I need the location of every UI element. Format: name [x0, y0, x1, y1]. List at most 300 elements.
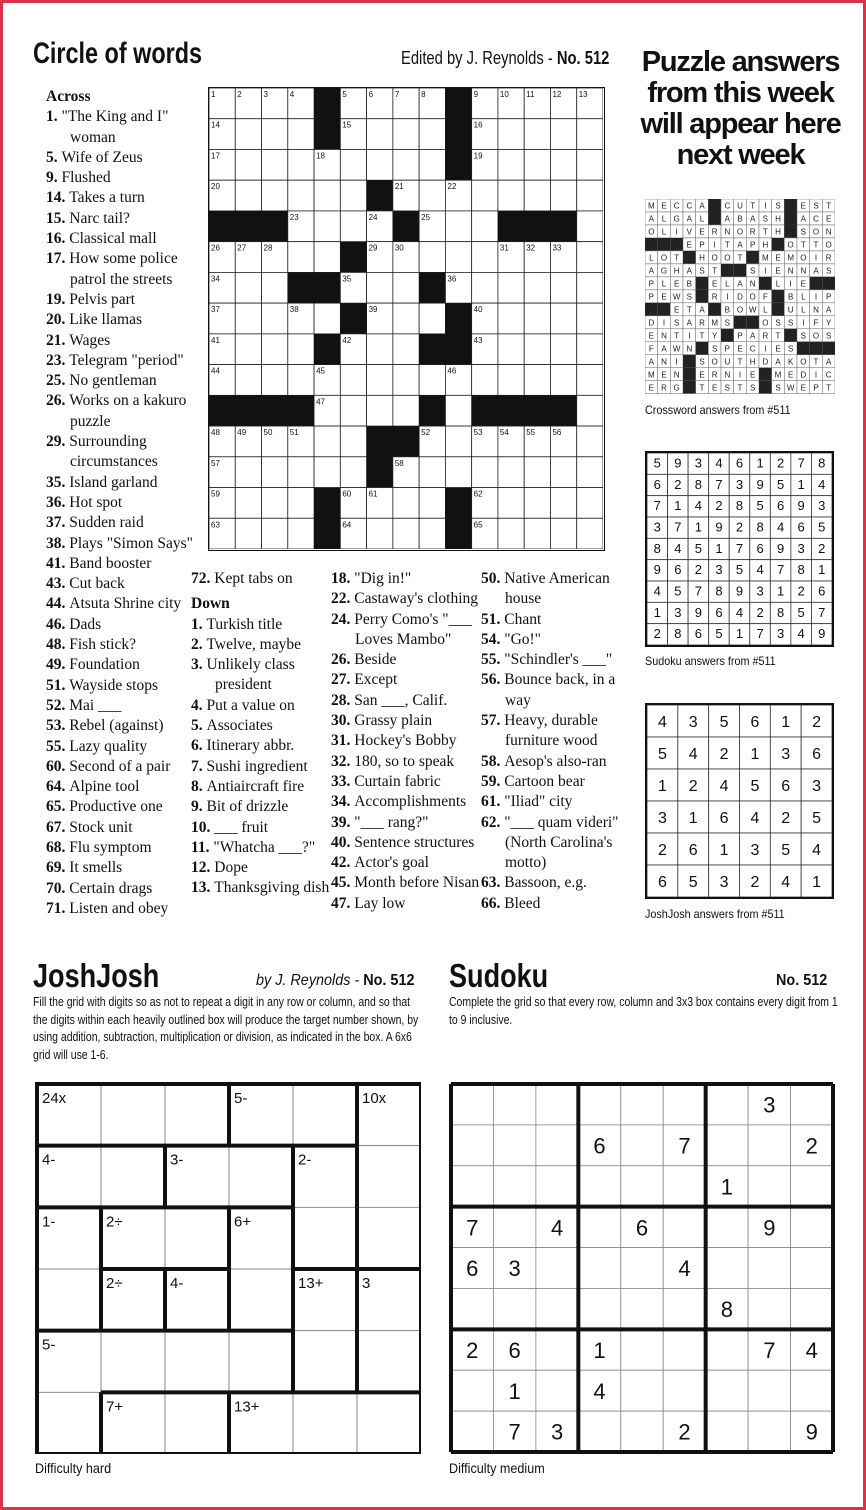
- answer-letter: S: [775, 318, 781, 328]
- crossword-cell[interactable]: [235, 272, 261, 303]
- sudoku-cell[interactable]: [451, 1370, 493, 1411]
- clue-text: No gentleman: [69, 372, 157, 390]
- crossword-cell[interactable]: [393, 518, 419, 549]
- clue-item: [46, 655, 196, 675]
- crossword-cell[interactable]: [393, 272, 419, 303]
- crossword-cell[interactable]: [288, 149, 314, 180]
- crossword-cell[interactable]: [550, 119, 576, 150]
- sudoku-cell[interactable]: [536, 1370, 578, 1411]
- crossword-cell[interactable]: [419, 303, 445, 334]
- clue-text: Month before Nisan: [354, 874, 480, 892]
- answer-digit: 2: [776, 455, 785, 471]
- clue-item: [331, 610, 481, 651]
- clue-item: [46, 838, 196, 858]
- clue-text: Pelvis part: [69, 290, 136, 308]
- joshjosh-cell[interactable]: [357, 1331, 421, 1393]
- clue-text: 180, so to speak: [354, 752, 455, 770]
- crossword-cell[interactable]: [419, 149, 445, 180]
- clue-number: 44.: [46, 595, 70, 613]
- sudoku-cell[interactable]: [621, 1248, 663, 1289]
- crossword-cell[interactable]: [367, 334, 393, 365]
- crossword-cell[interactable]: [550, 334, 576, 365]
- crossword-cell[interactable]: [472, 365, 498, 396]
- joshjosh-cell[interactable]: [165, 1331, 229, 1393]
- answer-letter: S: [724, 383, 731, 393]
- answer-block: [721, 329, 734, 342]
- crossword-cell[interactable]: [262, 488, 288, 519]
- sudoku-cell[interactable]: [706, 1125, 748, 1166]
- crossword-cell[interactable]: [577, 149, 603, 180]
- clue-number: 26.: [46, 392, 70, 410]
- crossword-cell[interactable]: [550, 149, 576, 180]
- answer-letter: R: [699, 318, 705, 328]
- crossword-cell[interactable]: [498, 518, 524, 549]
- sudoku-cell[interactable]: [451, 1125, 493, 1166]
- sudoku-cell[interactable]: [536, 1288, 578, 1329]
- sudoku-cell[interactable]: [791, 1084, 833, 1125]
- crossword-cell[interactable]: [314, 303, 340, 334]
- crossword-cell[interactable]: [288, 365, 314, 396]
- crossword-cell[interactable]: [524, 180, 550, 211]
- sudoku-cell[interactable]: [663, 1166, 705, 1207]
- answer-digit: 7: [653, 498, 661, 514]
- sudoku-cell[interactable]: [663, 1329, 705, 1370]
- crossword-cell[interactable]: [262, 365, 288, 396]
- crossword-cell[interactable]: [314, 457, 340, 488]
- crossword-cell[interactable]: [288, 334, 314, 365]
- crossword-cell[interactable]: [262, 119, 288, 150]
- clue-number: 40.: [331, 833, 355, 851]
- sudoku-cell[interactable]: [578, 1166, 620, 1207]
- answer-letter: P: [648, 292, 655, 302]
- sudoku-cell[interactable]: [451, 1084, 493, 1125]
- clue-item: [331, 731, 481, 751]
- crossword-cell[interactable]: [577, 334, 603, 365]
- sudoku-cell[interactable]: [706, 1370, 748, 1411]
- sudoku-cell[interactable]: [493, 1207, 535, 1248]
- joshjosh-grid[interactable]: [35, 1082, 421, 1454]
- crossword-cell[interactable]: [393, 365, 419, 396]
- answer-digit: 2: [715, 498, 723, 514]
- crossword-cell[interactable]: [550, 488, 576, 519]
- clue-text: Cut back: [69, 575, 125, 593]
- sudoku-cell[interactable]: [748, 1125, 790, 1166]
- sudoku-instructions: Complete the grid so that every row, column and 3x3 box contains every digit from 1 to 9 inclusive.: [449, 995, 838, 1027]
- crossword-cell[interactable]: [577, 395, 603, 426]
- sudoku-cell[interactable]: [578, 1248, 620, 1289]
- sudoku-cell[interactable]: [451, 1166, 493, 1207]
- crossword-cell[interactable]: [498, 334, 524, 365]
- answer-digit: 4: [674, 540, 682, 556]
- joshjosh-cell[interactable]: [293, 1331, 357, 1393]
- answer-digit: 6: [735, 455, 744, 471]
- crossword-cell[interactable]: [524, 334, 550, 365]
- crossword-cell[interactable]: [235, 149, 261, 180]
- sudoku-cell[interactable]: [621, 1166, 663, 1207]
- sudoku-cell[interactable]: [621, 1125, 663, 1166]
- clue-number: 51.: [481, 610, 505, 628]
- crossword-cell[interactable]: [445, 211, 471, 242]
- crossword-cell[interactable]: [262, 334, 288, 365]
- answer-block: [658, 238, 671, 251]
- crossword-cell[interactable]: [524, 457, 550, 488]
- crossword-cell[interactable]: [550, 457, 576, 488]
- answer-block: [784, 225, 797, 238]
- crossword-cell[interactable]: [419, 242, 445, 273]
- sudoku-cell[interactable]: [536, 1084, 578, 1125]
- crossword-cell[interactable]: [577, 272, 603, 303]
- crossword-cell[interactable]: [393, 149, 419, 180]
- joshjosh-cell[interactable]: [37, 1392, 101, 1454]
- sudoku-cell[interactable]: [493, 1125, 535, 1166]
- crossword-cell[interactable]: [367, 518, 393, 549]
- sudoku-cell[interactable]: [706, 1329, 748, 1370]
- crossword-cell[interactable]: [288, 119, 314, 150]
- joshjosh-cell[interactable]: [101, 1146, 165, 1208]
- crossword-cell[interactable]: [550, 272, 576, 303]
- answer-block: [683, 368, 696, 381]
- sudoku-cell[interactable]: [706, 1411, 748, 1452]
- crossword-cell[interactable]: [524, 119, 550, 150]
- answer-block: [683, 251, 696, 264]
- crossword-cell[interactable]: [498, 365, 524, 396]
- answer-digit: 1: [750, 745, 760, 763]
- crossword-cell[interactable]: [262, 180, 288, 211]
- crossword-cell[interactable]: [524, 149, 550, 180]
- sudoku-cell[interactable]: [493, 1166, 535, 1207]
- crossword-cell[interactable]: [262, 272, 288, 303]
- crossword-cell[interactable]: [288, 488, 314, 519]
- crossword-cell[interactable]: [577, 426, 603, 457]
- sudoku-cell[interactable]: [621, 1329, 663, 1370]
- clue-item: [191, 615, 331, 635]
- crossword-cell[interactable]: [577, 518, 603, 549]
- answer-letter: B: [737, 214, 743, 224]
- crossword-cell[interactable]: [445, 426, 471, 457]
- crossword-cell[interactable]: [235, 180, 261, 211]
- crossword-grid[interactable]: [208, 87, 605, 551]
- clue-item: [481, 630, 631, 650]
- answer-letter: H: [673, 266, 680, 276]
- crossword-cell[interactable]: [498, 119, 524, 150]
- crossword-cell[interactable]: [419, 518, 445, 549]
- answer-block: [759, 381, 772, 394]
- crossword-cell[interactable]: [340, 211, 366, 242]
- clue-text: Narc tail?: [69, 209, 130, 227]
- clue-item: [46, 391, 196, 432]
- sudoku-cell[interactable]: [536, 1125, 578, 1166]
- crossword-cell[interactable]: [340, 180, 366, 211]
- joshjosh-cell[interactable]: [357, 1207, 421, 1269]
- answer-digit: 3: [719, 873, 729, 891]
- crossword-cell[interactable]: [550, 180, 576, 211]
- crossword-cell[interactable]: [445, 457, 471, 488]
- clue-number: 31.: [331, 732, 355, 750]
- crossword-cell[interactable]: [340, 457, 366, 488]
- sudoku-cell[interactable]: [663, 1084, 705, 1125]
- joshjosh-cell[interactable]: [165, 1392, 229, 1454]
- sudoku-grid[interactable]: [449, 1082, 835, 1454]
- sudoku-cell[interactable]: [621, 1084, 663, 1125]
- crossword-cell[interactable]: [393, 395, 419, 426]
- crossword-cell[interactable]: [393, 488, 419, 519]
- crossword-cell-number: 17: [211, 151, 220, 161]
- crossword-cell[interactable]: [314, 180, 340, 211]
- crossword-cell-number: 30: [394, 243, 404, 253]
- answer-digit: 4: [653, 583, 661, 599]
- clue-text: Bassoon, e.g.: [504, 874, 587, 892]
- crossword-cell[interactable]: [577, 180, 603, 211]
- clue-item: [481, 894, 631, 914]
- clue-number: 13.: [191, 879, 215, 897]
- crossword-cell[interactable]: [577, 211, 603, 242]
- crossword-cell[interactable]: [288, 518, 314, 549]
- answer-digit: 9: [735, 583, 744, 599]
- crossword-cell[interactable]: [367, 149, 393, 180]
- clue-item: [46, 188, 196, 208]
- crossword-cell[interactable]: [550, 518, 576, 549]
- joshjosh-cell[interactable]: [229, 1146, 293, 1208]
- answer-letter: D: [737, 292, 743, 302]
- sudoku-cell[interactable]: [791, 1288, 833, 1329]
- crossword-cell[interactable]: [419, 457, 445, 488]
- crossword-cell[interactable]: [367, 272, 393, 303]
- sudoku-cell[interactable]: [578, 1411, 620, 1452]
- joshjosh-cell[interactable]: [165, 1207, 229, 1269]
- crossword-cell[interactable]: [235, 365, 261, 396]
- crossword-cell[interactable]: [524, 518, 550, 549]
- sudoku-cell[interactable]: [748, 1288, 790, 1329]
- crossword-cell[interactable]: [235, 488, 261, 519]
- clue-item: [191, 635, 331, 655]
- sudoku-cell[interactable]: [536, 1248, 578, 1289]
- crossword-cell[interactable]: [235, 119, 261, 150]
- crossword-cell-number: 62: [473, 489, 483, 499]
- crossword-cell[interactable]: [340, 149, 366, 180]
- answer-letter: E: [775, 344, 781, 354]
- answer-letter: T: [826, 383, 832, 393]
- sudoku-cell[interactable]: [536, 1329, 578, 1370]
- crossword-cell[interactable]: [472, 457, 498, 488]
- crossword-cell[interactable]: [498, 149, 524, 180]
- clue-text: Takes a turn: [69, 189, 145, 207]
- answer-letter: N: [813, 305, 819, 315]
- answer-letter: A: [737, 240, 743, 250]
- joshjosh-cell[interactable]: [293, 1084, 357, 1146]
- clue-number: 19.: [46, 290, 70, 308]
- crossword-cell[interactable]: [262, 303, 288, 334]
- crossword-cell[interactable]: [288, 242, 314, 273]
- crossword-cell[interactable]: [419, 119, 445, 150]
- crossword-cell[interactable]: [419, 488, 445, 519]
- clue-item: [331, 569, 481, 589]
- sudoku-cell[interactable]: [791, 1248, 833, 1289]
- crossword-cell[interactable]: [524, 365, 550, 396]
- sudoku-given: 9: [763, 1215, 776, 1241]
- answer-letter: E: [661, 370, 667, 380]
- sudoku-cell[interactable]: [493, 1288, 535, 1329]
- crossword-cell-number: 9: [473, 90, 479, 99]
- crossword-cell[interactable]: [393, 119, 419, 150]
- crossword-cell[interactable]: [262, 457, 288, 488]
- answer-digit: 7: [715, 476, 723, 492]
- crossword-cell-number: 15: [342, 120, 352, 130]
- crossword-cell[interactable]: [472, 242, 498, 273]
- crossword-cell[interactable]: [472, 211, 498, 242]
- crossword-cell[interactable]: [524, 488, 550, 519]
- sudoku-cell[interactable]: [578, 1288, 620, 1329]
- sudoku-cell[interactable]: [663, 1207, 705, 1248]
- joshjosh-cell[interactable]: [165, 1084, 229, 1146]
- clue-number: 55.: [481, 651, 505, 669]
- crossword-cell[interactable]: [262, 149, 288, 180]
- cage-target: 2-: [298, 1151, 312, 1169]
- clue-number: 41.: [46, 554, 70, 572]
- crossword-cell[interactable]: [524, 303, 550, 334]
- answer-digit: 5: [719, 713, 729, 731]
- crossword-cell[interactable]: [498, 488, 524, 519]
- across-clues-column-1: [46, 87, 196, 919]
- answer-digit: 1: [781, 713, 791, 731]
- crossword-cell[interactable]: [445, 242, 471, 273]
- crossword-cell[interactable]: [367, 365, 393, 396]
- crossword-cell[interactable]: [367, 395, 393, 426]
- crossword-cell-number: 38: [289, 305, 299, 315]
- clue-text: Accomplishments: [354, 793, 467, 811]
- answer-letter: R: [711, 227, 718, 237]
- joshjosh-cell[interactable]: [293, 1392, 357, 1454]
- crossword-cell[interactable]: [314, 242, 340, 273]
- answer-digit: 3: [818, 498, 826, 514]
- crossword-cell[interactable]: [550, 365, 576, 396]
- crossword-cell[interactable]: [262, 518, 288, 549]
- crossword-cell[interactable]: [314, 211, 340, 242]
- crossword-cell[interactable]: [235, 518, 261, 549]
- crossword-cell-number: 1: [211, 90, 216, 99]
- crossword-cell-number: 41: [211, 335, 220, 345]
- answer-digit: 9: [715, 519, 723, 535]
- sudoku-cell[interactable]: [748, 1166, 790, 1207]
- crossword-cell[interactable]: [235, 334, 261, 365]
- crossword-cell[interactable]: [235, 303, 261, 334]
- answer-digit: 5: [781, 841, 791, 859]
- crossword-cell[interactable]: [340, 426, 366, 457]
- crossword-cell-number: 56: [552, 428, 562, 438]
- joshjosh-cell[interactable]: [357, 1146, 421, 1208]
- joshjosh-cell[interactable]: [101, 1084, 165, 1146]
- joshjosh-cell[interactable]: [293, 1207, 357, 1269]
- sudoku-cell[interactable]: [621, 1411, 663, 1452]
- clue-number: 63.: [481, 874, 505, 892]
- crossword-cell[interactable]: [498, 180, 524, 211]
- clues-column-2: [191, 569, 331, 899]
- crossword-cell[interactable]: [288, 457, 314, 488]
- crossword-cell[interactable]: [393, 303, 419, 334]
- answer-block: [708, 303, 721, 316]
- sudoku-cell[interactable]: [451, 1288, 493, 1329]
- joshjosh-cell[interactable]: [357, 1392, 421, 1454]
- answer-digit: 9: [694, 604, 703, 620]
- crossword-cell[interactable]: [340, 395, 366, 426]
- clue-item: [481, 670, 631, 711]
- sudoku-cell[interactable]: [493, 1084, 535, 1125]
- answer-digit: 6: [715, 604, 723, 620]
- crossword-cell[interactable]: [498, 457, 524, 488]
- clue-item: [191, 696, 331, 716]
- crossword-cell[interactable]: [445, 395, 471, 426]
- crossword-cell[interactable]: [472, 272, 498, 303]
- sudoku-cell[interactable]: [621, 1370, 663, 1411]
- sudoku-cell[interactable]: [621, 1288, 663, 1329]
- crossword-cell[interactable]: [235, 457, 261, 488]
- clue-text: Unlikely class president: [206, 656, 295, 694]
- crossword-cell[interactable]: [288, 180, 314, 211]
- sudoku-cell[interactable]: [748, 1411, 790, 1452]
- answer-block: [822, 342, 835, 355]
- crossword-cell[interactable]: [498, 303, 524, 334]
- sudoku-cell[interactable]: [706, 1248, 748, 1289]
- answer-letter: G: [673, 383, 680, 393]
- joshjosh-cell[interactable]: [37, 1269, 101, 1331]
- sudoku-cell[interactable]: [536, 1166, 578, 1207]
- crossword-cell[interactable]: [577, 457, 603, 488]
- crossword-cell[interactable]: [393, 334, 419, 365]
- sudoku-cell[interactable]: [663, 1370, 705, 1411]
- crossword-cell[interactable]: [577, 242, 603, 273]
- crossword-cell[interactable]: [419, 180, 445, 211]
- crossword-cell[interactable]: [577, 365, 603, 396]
- sudoku-cell[interactable]: [791, 1166, 833, 1207]
- crossword-cell[interactable]: [550, 303, 576, 334]
- sudoku-cell[interactable]: [451, 1411, 493, 1452]
- sudoku-cell[interactable]: [578, 1207, 620, 1248]
- sudoku-cell[interactable]: [706, 1207, 748, 1248]
- crossword-block: [550, 395, 577, 426]
- clue-item: [46, 473, 196, 493]
- sudoku-given: 1: [508, 1378, 521, 1404]
- crossword-cell[interactable]: [577, 303, 603, 334]
- answer-letter: L: [763, 305, 768, 315]
- sudoku-cell[interactable]: [791, 1207, 833, 1248]
- crossword-cell-number: 12: [552, 90, 562, 99]
- sudoku-cell[interactable]: [748, 1248, 790, 1289]
- sudoku-cell[interactable]: [748, 1370, 790, 1411]
- clue-number: 72.: [191, 570, 215, 587]
- crossword-grid-svg[interactable]: [209, 88, 603, 549]
- sudoku-cell[interactable]: [706, 1084, 748, 1125]
- sudoku-cell[interactable]: [663, 1288, 705, 1329]
- sudoku-cell[interactable]: [791, 1370, 833, 1411]
- crossword-cell[interactable]: [340, 365, 366, 396]
- answer-digit: 4: [750, 809, 760, 827]
- crossword-cell[interactable]: [419, 365, 445, 396]
- crossword-cell[interactable]: [577, 488, 603, 519]
- joshjosh-cell[interactable]: [229, 1269, 293, 1331]
- sudoku-cell[interactable]: [578, 1084, 620, 1125]
- crossword-block: [524, 395, 551, 426]
- crossword-cell[interactable]: [577, 119, 603, 150]
- crossword-cell[interactable]: [498, 272, 524, 303]
- crossword-cell[interactable]: [524, 272, 550, 303]
- joshjosh-cell[interactable]: [229, 1331, 293, 1393]
- crossword-cell[interactable]: [314, 426, 340, 457]
- crossword-cell[interactable]: [472, 180, 498, 211]
- answer-letter: S: [762, 214, 769, 224]
- joshjosh-cell[interactable]: [101, 1331, 165, 1393]
- clue-text: How some police patrol the streets: [69, 250, 178, 288]
- crossword-cell[interactable]: [367, 119, 393, 150]
- clue-number: 16.: [46, 230, 70, 248]
